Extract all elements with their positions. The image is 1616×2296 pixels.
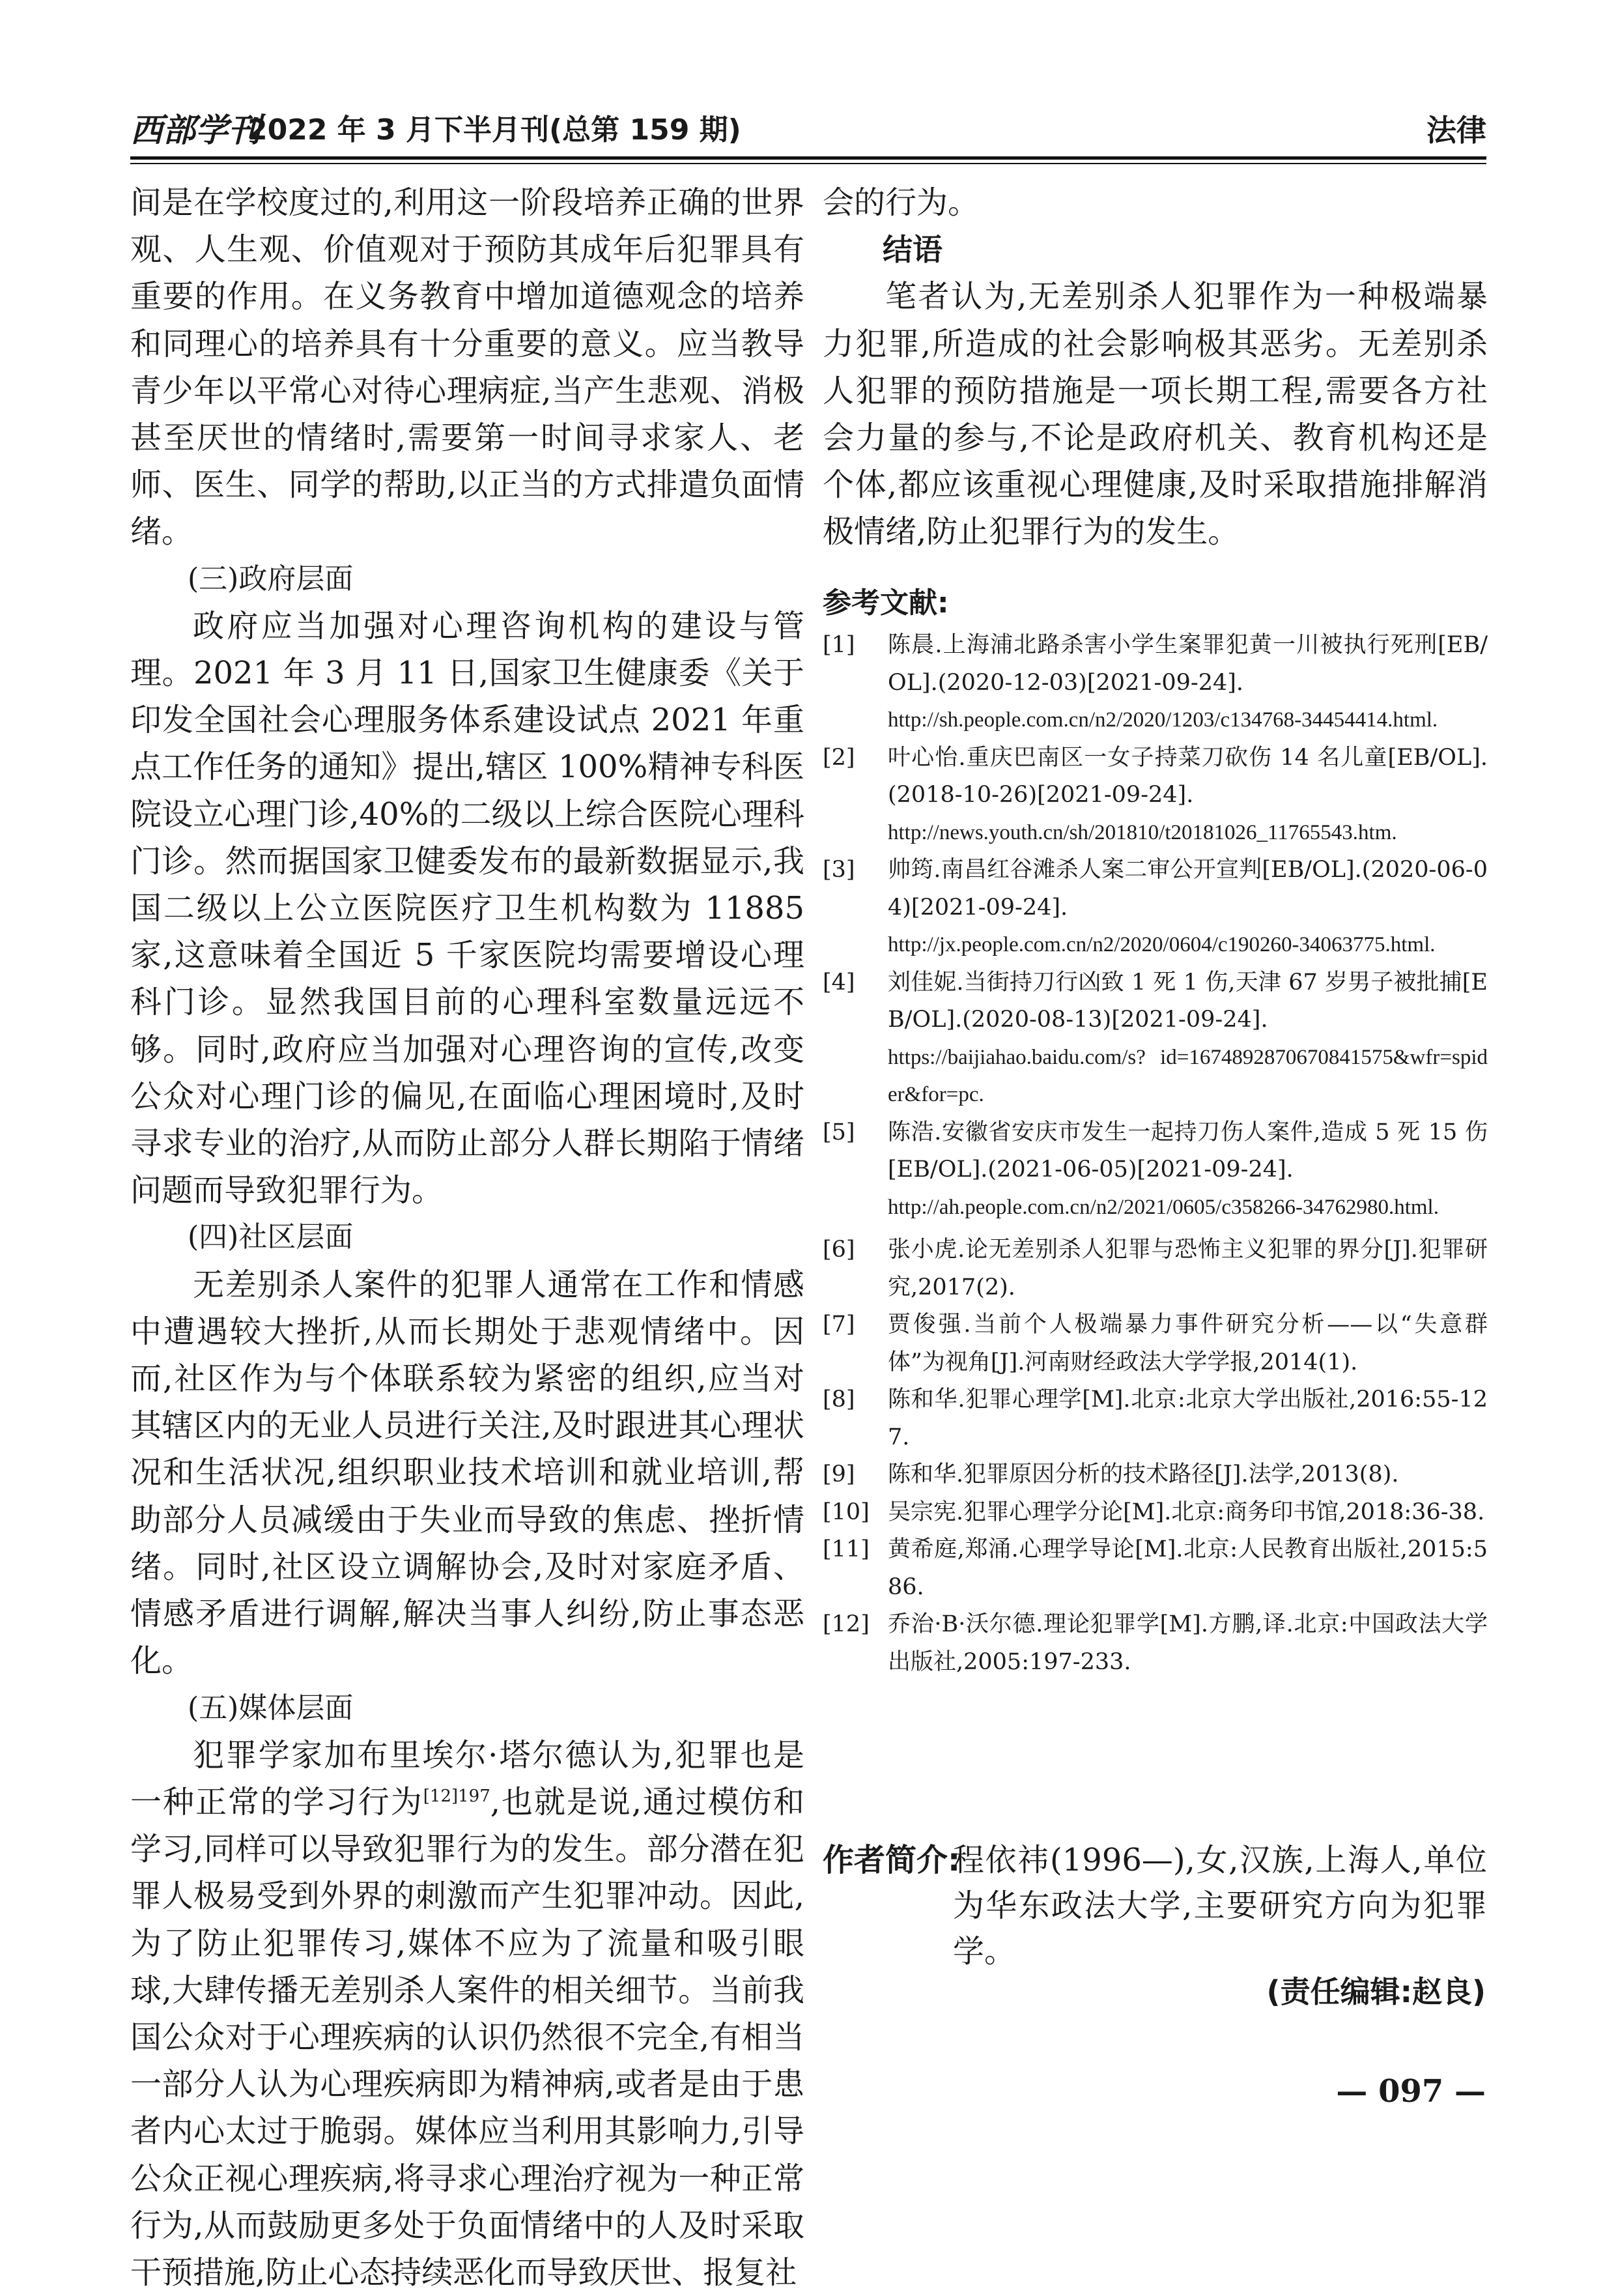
reference-text: 陈浩.安徽省安庆市发生一起持刀伤人案件,造成 5 死 15 伤[EB/OL].(2021-06-05)[2021-09-24]. [888,1119,1488,1183]
reference-text: 贾俊强.当前个人极端暴力事件研究分析——以“失意群体”为视角[J].河南财经政法大学学报,2014(1). [888,1312,1488,1375]
reference-number: [2] [823,744,855,771]
reference-text: 张小虎.论无差别杀人犯罪与恐怖主义犯罪的界分[J].犯罪研究,2017(2). [888,1237,1488,1300]
reference-number: [10] [823,1499,870,1525]
reference-text: 吴宗宪.犯罪心理学分论[M].北京:商务印书馆,2018:36-38. [888,1499,1485,1525]
page-header [130,108,1486,153]
header-rule-thin [130,163,1486,164]
reference-number: [12] [823,1611,870,1637]
reference-number: [5] [823,1119,855,1145]
reference-text: 陈和华.犯罪心理学[M].北京:北京大学出版社,2016:55-127. [888,1386,1488,1450]
reference-number: [9] [823,1461,855,1487]
reference-item [823,1531,1488,1606]
paragraph-continued-right: 会的行为。 [823,184,980,221]
reference-text: 刘佳妮.当街持刀行凶致 1 死 1 伤,天津 67 岁男子被批捕[EB/OL].(2020-08-13)[2021-09-24]. [888,969,1488,1033]
header-rule-thick [130,156,1486,160]
paragraph-media [130,1732,804,2296]
journal-logo: 西部学刊 [130,111,261,149]
reference-url: http://jx.people.com.cn/n2/2020/0604/c190260-34063775.html. [888,933,1436,956]
reference-text: 黄希庭,郑涌.心理学导论[M].北京:人民教育出版社,2015:586. [888,1536,1488,1600]
conclusion-heading: 结语 [883,232,943,268]
reference-number: [4] [823,969,855,996]
reference-text: 陈晨.上海浦北路杀害小学生案罪犯黄一川被执行死刑[EB/OL].(2020-12-03)[2021-09-24]. [888,632,1488,696]
reference-number: [11] [823,1536,870,1562]
reference-list [823,627,1488,1681]
reference-item [823,1306,1488,1381]
reference-url: http://sh.people.com.cn/n2/2020/1203/c134768-34454414.html. [888,708,1438,732]
right-column [823,179,1488,556]
reference-url: http://ah.people.com.cn/n2/2021/0605/c358266-34762980.html. [888,1195,1439,1219]
reference-number: [8] [823,1386,855,1413]
page-number: — 097 — [1336,2073,1486,2110]
subheading-community: (四)社区层面 [188,1220,354,1254]
reference-number: [6] [823,1237,855,1263]
reference-item [823,964,1488,1114]
paragraph-conclusion: 笔者认为,无差别杀人犯罪作为一种极端暴力犯罪,所造成的社会影响极其恶劣。无差别杀人犯罪的预防措施是一项长期工程,需要各方社会力量的参与,不论是政府机关、教育机构还是个体,都应该重视心理健康,及时采取措施排解消极情绪,防止犯罪行为的发生。 [823,278,1488,551]
reference-item [823,1494,1488,1532]
reference-item [823,739,1488,852]
reference-item [823,1381,1488,1456]
paragraph-continued: 间是在学校度过的,利用这一阶段培养正确的世界观、人生观、价值观对于预防其成年后犯罪具有重要的作用。在义务教育中增加道德观念的培养和同理心的培养具有十分重要的意义。应当教导青少年以平常心对待心理病症,当产生悲观、消极甚至厌世的情绪时,需要第一时间寻求家人、老师、医生、同学的帮助,以正当的方式排遣负面情绪。 [130,184,804,551]
paragraph-media-part2: ,也就是说,通过模仿和学习,同样可以导致犯罪行为的发生。部分潜在犯罪人极易受到外界的刺激而产生犯罪冲动。因此,为了防止犯罪传习,媒体不应为了流量和吸引眼球,大肆传播无差别杀人案件的相关细节。当前我国公众对于心理疾病的认识仍然很不完全,有相当一部分人认为心理疾病即为精神病,或者是由于患者内心太过于脆弱。媒体应当利用其影响力,引导公众正视心理疾病,将寻求心理治疗视为一种正常行为,从而鼓励更多处于负面情绪中的人及时采取干预措施,防止心态持续恶化而导致厌世、报复社 [130,1783,804,2291]
subheading-media: (五)媒体层面 [188,1691,354,1725]
reference-number: [7] [823,1312,855,1338]
responsible-editor: (责任编辑:赵良) [1266,1974,1486,2009]
reference-text: 陈和华.犯罪原因分析的技术路径[J].法学,2013(8). [888,1461,1399,1487]
reference-text: 叶心怡.重庆巴南区一女子持菜刀砍伤 14 名儿童[EB/OL].(2018-10-26)[2021-09-24]. [888,744,1488,808]
reference-text: 帅筠.南昌红谷滩杀人案二审公开宣判[EB/OL].(2020-06-04)[2021-09-24]. [888,857,1488,921]
reference-item [823,1114,1488,1227]
paragraph-media-part1: 犯罪学家加布里埃尔·塔尔德认为,犯罪也是一种正常的学习行为 [130,1736,804,1820]
reference-item [823,1231,1488,1306]
references-title: 参考文献: [823,586,949,620]
reference-spacer [823,1226,1488,1231]
paragraph-community: 无差别杀人案件的犯罪人通常在工作和情感中遭遇较大挫折,从而长期处于悲观情绪中。因而,社区作为与个体联系较为紧密的组织,应当对其辖区内的无业人员进行关注,及时跟进其心理状况和生活状况,组织职业技术培训和就业培训,帮助部分人员减缓由于失业而导致的焦虑、挫折情绪。同时,社区设立调解协会,及时对家庭矛盾、情感矛盾进行调解,解决当事人纠纷,防止事态恶化。 [130,1266,804,1680]
reference-item [823,627,1488,739]
reference-number: [1] [823,632,855,658]
reference-text: 乔治·B·沃尔德.理论犯罪学[M].方鹏,译.北京:中国政法大学出版社,2005:197-233. [888,1611,1488,1675]
section-label: 法律 [1426,113,1486,148]
citation-superscript: [12]197 [423,1786,490,1806]
author-bio-label: 作者简介: [823,1842,961,1878]
reference-item [823,1456,1488,1494]
reference-url: http://news.youth.cn/sh/201810/t20181026_11765543.htm. [888,820,1397,844]
reference-item [823,852,1488,964]
issue-info: 2022 年 3 月下半月刊(总第 159 期) [248,113,741,147]
reference-item [823,1606,1488,1681]
paragraph-government: 政府应当加强对心理咨询机构的建设与管理。2021 年 3 月 11 日,国家卫生健康委《关于印发全国社会心理服务体系建设试点 2021 年重点工作任务的通知》提出,辖区 100%精神专科医院设立心理门诊,40%的二级以上综合医院心理科门诊。然而据国家卫健委发布的最新数据显示,我国二级以上公立医院医疗卫生机构数为 11885 家,这意味着全国近 5 千家医院均需要增设心理科门诊。显然我国目前的心理科室数量远远不够。同时,政府应当加强对心理咨询的宣传,改变公众对心理门诊的偏见,在面临心理困境时,及时寻求专业的治疗,从而防止部分人群长期陷于情绪问题而导致犯罪行为。 [130,607,804,1209]
reference-url: https://baijiahao.baidu.com/s? id=1674892870670841575&wfr=spider&for=pc. [888,1045,1488,1106]
author-bio-text: 程依祎(1996—),女,汉族,上海人,单位为华东政法大学,主要研究方向为犯罪学。 [953,1842,1487,1970]
subheading-government: (三)政府层面 [188,562,354,596]
reference-number: [3] [823,857,855,883]
left-column [130,179,804,2296]
